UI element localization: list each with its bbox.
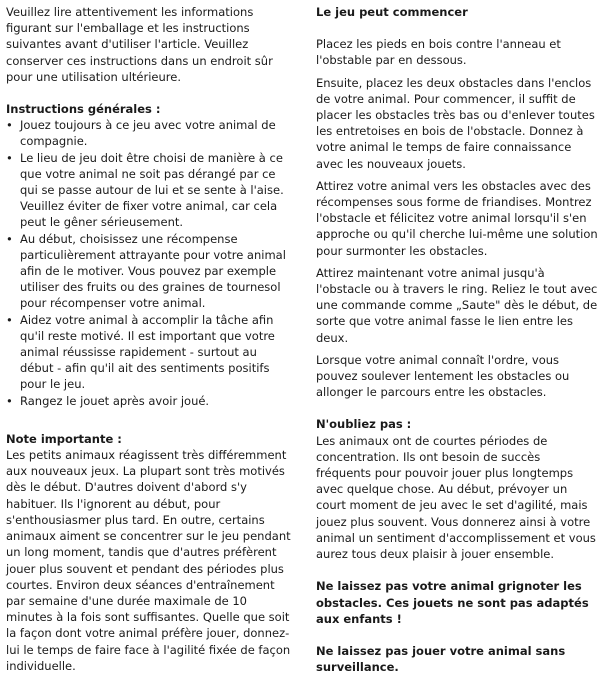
left-column [6,4,292,680]
list-item: • Rangez le jouet après avoir joué. [20,393,292,409]
right-column [316,4,598,675]
start-paragraph: Ensuite, placez les deux obstacles dans l'enclos de votre animal. Pour commencer, il suffit de placer les obstacles très bas ou d'enlever toutes les entretoises en bois de l'obstacle. Donnez à votre animal le temps de faire connaissance avec les nouveaux jouets. [316,75,595,171]
start-paragraph: Lorsque votre animal connaît l'ordre, vous pouvez soulever lentement les obstacles ou allonger le parcours entre les obstacles. [316,352,570,400]
general-instructions-heading: Instructions générales : [6,102,161,117]
list-item: • Jouez toujours à ce jeu avec votre animal de compagnie. [20,117,292,149]
remember-heading: N'oubliez pas : [316,417,412,432]
list-item: • Le lieu de jeu doit être choisi de manière à ce que votre animal ne soit pas dérangé par ce qui se passe autour de lui et se sente à l'aise. Veuillez éviter de fixer votre animal, car cela peut le gêner sérieusement. [20,150,292,231]
start-paragraph: Attirez maintenant votre animal jusqu'à l'obstacle ou à travers le ring. Reliez le tout avec une commande comme „Saute" dès le début, de sorte que votre animal fasse le lien entre les deux. [316,265,598,345]
important-note-paragraph: Les petits animaux réagissent très différemment aux nouveaux jeux. La plupart sont très motivés dès le début. D'autres doivent d'abord s'y habituer. Ils l'ignorent au début, pour s'enthousiasmer plus tard. En outre, certains animaux aiment se concentrer sur le jeu pendant un long moment, tandis que d'autres préfèrent jouer plus souvent et pendant des périodes plus courtes. Environ deux séances d'entraînement par semaine d'une durée maximale de 10 minutes à la fois sont suffisantes. Quelle que soit la façon dont votre animal préfère jouer, donnez-lui le temps de faire face à l'agilité fixée de façon individuelle. [6,448,291,673]
warning-supervision: Ne laissez pas jouer votre animal sans surveillance. [316,643,566,675]
intro-paragraph: Veuillez lire attentivement les informations figurant sur l'emballage et les instructions suivantes avant d'utiliser l'article. Veuillez conserver ces instructions dans un endroit sûr pour une utilisation ultérieure. [6,5,273,84]
remember-paragraph: Les animaux ont de courtes périodes de concentration. Ils ont besoin de succès fréquents pour pouvoir jouer plus longtemps avec quelque chose. Au début, prévoyer un court moment de jeu avec le set d'agilité, mais jouez plus souvent. Vous donnerez ainsi à votre animal un sentiment d'accomplissement et vous aurez tous deux plaisir à jouer ensemble. [316,433,596,562]
list-item: • Aidez votre animal à accomplir la tâche afin qu'il reste motivé. Il est important que votre animal réussisse rapidement - surtout au début - afin qu'il ait des sentiments positifs pour le jeu. [20,312,292,393]
game-start-heading: Le jeu peut commencer [316,5,468,19]
start-paragraph: Placez les pieds en bois contre l'anneau et l'obstable par en dessous. [316,37,561,68]
warning-nibble: Ne laissez pas votre animal grignoter les obstacles. Ces jouets ne sont pas adaptés aux enfants ! [316,579,589,626]
list-item: • Au début, choisissez une récompense particulièrement attrayante pour votre animal afin de le motiver. Vous pouvez par exemple utiliser des fruits ou des graines de tournesol pour récompenser votre animal. [20,231,292,312]
important-note-heading: Note importante : [6,431,122,446]
general-instructions-list [6,117,292,409]
start-paragraph: Attirez votre animal vers les obstacles avec des récompenses sous forme de friandises. Montrez l'obstacle et félicitez votre animal lorsqu'il s'en approche ou qu'il cherche lui-même une solution pour surmonter les obstacles. [316,178,598,258]
